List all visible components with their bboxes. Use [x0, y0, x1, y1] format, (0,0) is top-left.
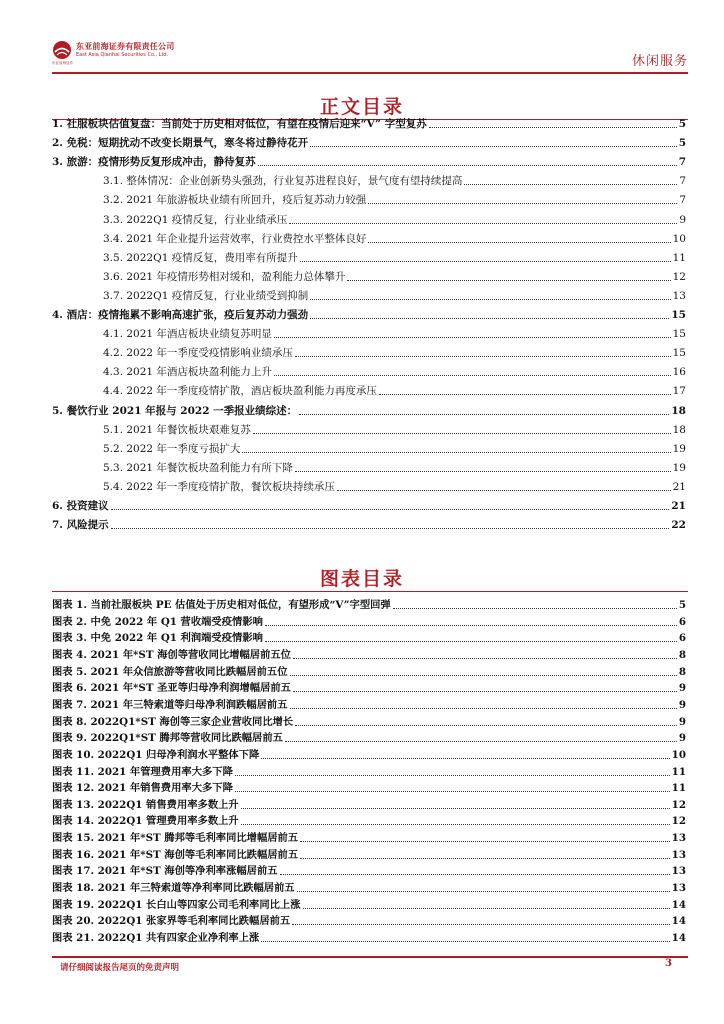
toc-entry-page: 7	[679, 194, 686, 207]
toc-entry-label: 5.4. 2022 年一季度疫情扩散，餐饮板块持续承压	[103, 480, 335, 493]
figure-leader-dots	[297, 891, 670, 892]
figure-entry-page: 8	[678, 648, 686, 661]
toc-leader-dots	[368, 242, 670, 243]
toc-entry[interactable]	[52, 113, 686, 132]
sector-label: 休闲服务	[631, 54, 688, 69]
figure-entry-page: 11	[671, 782, 686, 795]
toc-entry[interactable]	[52, 304, 686, 323]
toc-title: 正文目录	[319, 96, 404, 118]
toc-entry-page: 7	[679, 175, 686, 188]
logo-caption: 东亚前海证券	[52, 61, 73, 65]
toc-leader-dots	[289, 223, 677, 224]
figure-entry-label: 图表 12. 2021 年销售费用率大多下降	[52, 782, 233, 795]
toc-leader-dots	[300, 261, 671, 262]
toc-entry-page: 19	[672, 461, 686, 474]
toc-subentry[interactable]	[103, 419, 686, 438]
toc-leader-dots	[111, 528, 670, 529]
toc-leader-dots	[464, 184, 677, 185]
toc-entry[interactable]	[52, 400, 686, 419]
toc-entry-page: 9	[679, 213, 686, 226]
figure-entry-page: 6	[678, 615, 686, 628]
figure-entry-page: 13	[671, 865, 686, 878]
figure-leader-dots	[285, 741, 677, 742]
toc-entry-label: 5.2. 2022 年一季度亏损扩大	[103, 442, 241, 455]
figure-leader-dots	[393, 608, 677, 609]
figure-leader-dots	[293, 691, 677, 692]
figure-entry-page: 11	[671, 765, 686, 778]
figure-entry-label: 图表 16. 2021 年*ST 海创等毛利率同比跌幅居前五	[52, 848, 299, 861]
figure-entry-label: 图表 7. 2021 年三特索道等归母净利润跌幅居前五	[52, 698, 288, 711]
figure-entry-label: 图表 13. 2022Q1 销售费用率多数上升	[52, 798, 239, 811]
figure-entry-label: 图表 10. 2022Q1 归母净利润水平整体下降	[52, 748, 260, 761]
figure-leader-dots	[300, 841, 670, 842]
figure-entry-label: 图表 4. 2021 年*ST 海创等营收同比增幅居前五位	[52, 648, 291, 661]
footer-divider	[52, 956, 688, 958]
toc-leader-dots	[258, 165, 677, 166]
toc-leader-dots	[379, 394, 671, 395]
toc-entry-page: 5	[678, 137, 686, 150]
figure-entry-label: 图表 15. 2021 年*ST 腾邦等毛利率同比增幅居前五	[52, 832, 299, 845]
figure-leader-dots	[292, 924, 669, 925]
toc-entry-label: 5. 餐饮行业 2021 年报与 2022 一季报业绩综述：	[52, 404, 298, 417]
toc-entry-page: 15	[671, 309, 686, 321]
figure-leader-dots	[265, 625, 677, 626]
toc-subentry[interactable]	[103, 285, 686, 304]
company-logo	[52, 38, 232, 68]
toc-subentry[interactable]	[103, 228, 686, 247]
toc-subentry[interactable]	[103, 380, 686, 399]
toc-entry-label: 7. 风险提示	[52, 519, 109, 532]
figure-entry-label: 图表 19. 2022Q1 长白山等四家公司毛利率同比上涨	[52, 898, 301, 911]
figure-entry-page: 12	[671, 815, 686, 828]
toc-entry-page: 15	[672, 328, 686, 341]
toc-entry-label: 3.1. 整体情况：企业创新势头强劲，行业复苏进程良好，景气度有望持续提高	[103, 175, 463, 188]
figure-entry-page: 14	[671, 932, 686, 944]
figure-entry-page: 8	[678, 665, 686, 678]
toc-entry-label: 3.2. 2021 年旅游板块业绩有所回升，疫后复苏动力较强	[103, 194, 367, 207]
figure-entry-page: 14	[671, 915, 686, 928]
figure-leader-dots	[280, 874, 670, 875]
toc-entry-label: 3.4. 2021 年企业提升运营效率，行业费控水平整体良好	[103, 232, 367, 245]
company-name-cn: 东亚前海证券有限责任公司	[76, 42, 175, 51]
toc-leader-dots	[295, 356, 671, 357]
figure-entry-label: 图表 17. 2021 年*ST 海创等净利率涨幅居前五	[52, 865, 278, 878]
company-logo-icon	[52, 40, 72, 60]
toc-leader-dots	[310, 318, 669, 319]
toc-entry-label: 3.5. 2022Q1 疫情反复，费用率有所提升	[103, 251, 298, 264]
toc-leader-dots	[299, 414, 669, 415]
figure-leader-dots	[290, 675, 677, 676]
toc-leader-dots	[253, 433, 671, 434]
toc-entry-page: 15	[672, 347, 686, 360]
figure-leader-dots	[303, 908, 670, 909]
toc-entry-page: 7	[678, 156, 686, 169]
toc-entry[interactable]	[52, 495, 686, 514]
figure-entry-page: 9	[678, 732, 686, 745]
toc-entry-label: 6. 投资建议	[52, 500, 109, 512]
toc-leader-dots	[242, 452, 670, 453]
figure-entry-label: 图表 20. 2022Q1 张家界等毛利率同比跌幅居前五	[52, 915, 291, 928]
figure-entry-label: 图表 18. 2021 年三特索道等净利率同比跌幅居前五	[52, 882, 295, 895]
figure-entry-label: 图表 9. 2022Q1*ST 腾邦等营收同比跌幅居前五	[52, 732, 283, 745]
toc-leader-dots	[429, 127, 677, 128]
toc-entry-page: 16	[672, 366, 686, 379]
toc-subentry[interactable]	[103, 189, 686, 208]
figure-leader-dots	[290, 708, 677, 709]
figure-entry-page: 10	[671, 748, 686, 761]
figure-leader-dots	[235, 775, 670, 776]
figure-entry-label: 图表 5. 2021 年众信旅游等营收同比跌幅居前五位	[52, 665, 288, 678]
figure-entry-page: 14	[671, 898, 686, 911]
toc-entry-page: 21	[672, 480, 686, 493]
figure-entry-page: 9	[678, 715, 686, 728]
toc-subentry[interactable]	[103, 342, 686, 361]
figure-entry-page: 9	[678, 698, 686, 711]
figure-leader-dots	[300, 858, 670, 859]
figure-entry-page: 9	[678, 682, 686, 695]
toc-entry-label: 4.2. 2022 年一季度受疫情影响业绩承压	[103, 347, 293, 360]
toc-entry-label: 3.7. 2022Q1 疫情反复，行业业绩受到抑制	[103, 289, 309, 302]
toc-entry-page: 21	[671, 500, 686, 512]
toc-subentry[interactable]	[103, 457, 686, 476]
toc-entry-label: 3.6. 2021 年疫情形势相对缓和，盈利能力总体攀升	[103, 270, 346, 283]
figures-title-divider	[52, 591, 688, 592]
figure-entry-page: 5	[678, 599, 686, 611]
toc-entry-label: 4.1. 2021 年酒店板块业绩复苏明显	[103, 328, 272, 341]
toc-entry-label: 2. 免税：短期扰动不改变长期景气，寒冬将过静待花开	[52, 137, 309, 150]
toc-entry-label: 4. 酒店：疫情拖累不影响高速扩张，疫后复苏动力强劲	[52, 309, 309, 321]
toc-entry-page: 17	[672, 385, 686, 398]
toc-entry-label: 5.1. 2021 年餐饮板块艰难复苏	[103, 423, 251, 436]
figure-leader-dots	[241, 824, 670, 825]
figure-leader-dots	[293, 658, 677, 659]
page-number: 3	[665, 958, 672, 969]
toc-entry-label: 3.3. 2022Q1 疫情反复，行业业绩承压	[103, 213, 288, 226]
figure-entry-label: 图表 2. 中免 2022 年 Q1 营收端受疫情影响	[52, 615, 263, 628]
toc-entry-page: 18	[671, 404, 686, 417]
toc-leader-dots	[274, 337, 671, 338]
toc-entry-page: 22	[671, 519, 686, 532]
figure-entry-label: 图表 14. 2022Q1 管理费用率多数上升	[52, 815, 239, 828]
toc-entry[interactable]	[52, 151, 686, 170]
figure-entry-label: 图表 6. 2021 年*ST 圣亚等归母净利润增幅居前五	[52, 682, 291, 695]
toc-leader-dots	[310, 299, 670, 300]
figure-leader-dots	[235, 791, 670, 792]
toc-entry-page: 18	[672, 423, 686, 436]
figures-title: 图表目录	[319, 568, 404, 590]
figure-entry-page: 13	[671, 882, 686, 895]
toc-leader-dots	[337, 490, 671, 491]
figure-leader-dots	[265, 641, 677, 642]
toc-leader-dots	[295, 471, 671, 472]
toc-subentry[interactable]	[103, 209, 686, 228]
toc-entry-label: 5.3. 2021 年餐饮板块盈利能力有所下降	[103, 461, 293, 474]
toc-entry-page: 12	[672, 270, 686, 283]
toc-entry-label: 1. 社服板块估值复盘：当前处于历史相对低位，有望在疫情后迎来“V” 字型复苏	[52, 118, 427, 130]
company-name-en: East Asia Qianhai Securities Co., Ltd.	[76, 52, 169, 58]
toc-leader-dots	[368, 203, 677, 204]
toc-entry-page: 5	[678, 118, 686, 130]
toc-subentry[interactable]	[103, 247, 686, 266]
toc-entry-page: 19	[672, 442, 686, 455]
header-divider	[52, 72, 688, 74]
figure-entry-label: 图表 11. 2021 年管理费用率大多下降	[52, 765, 233, 778]
figure-entry-label: 图表 8. 2022Q1*ST 海创等三家企业营收同比增长	[52, 715, 294, 728]
toc-subentry[interactable]	[103, 438, 686, 457]
toc-leader-dots	[111, 509, 670, 510]
figure-leader-dots	[261, 941, 669, 942]
figure-entry-label: 图表 3. 中免 2022 年 Q1 利润端受疫情影响	[52, 632, 263, 645]
figure-leader-dots	[241, 808, 670, 809]
figure-entry[interactable]	[52, 927, 686, 946]
figure-entry-page: 6	[678, 632, 686, 645]
footer-disclaimer: 请仔细阅读报告尾页的免责声明	[60, 963, 180, 973]
toc-leader-dots	[347, 280, 670, 281]
figure-entry-label: 图表 21. 2022Q1 共有四家企业净利率上涨	[52, 932, 260, 944]
toc-leader-dots	[274, 375, 671, 376]
toc-subentry[interactable]	[103, 361, 686, 380]
toc-subentry[interactable]	[103, 476, 686, 495]
figure-entry-page: 12	[671, 798, 686, 811]
figure-leader-dots	[261, 758, 669, 759]
toc-subentry[interactable]	[103, 323, 686, 342]
toc-entry[interactable]	[52, 514, 686, 533]
toc-entry-label: 4.4. 2022 年一季度疫情扩散，酒店板块盈利能力再度承压	[103, 385, 377, 398]
figure-entry-page: 13	[671, 832, 686, 845]
toc-entry-page: 13	[672, 289, 686, 302]
toc-entry-page: 11	[672, 251, 686, 264]
toc-subentry[interactable]	[103, 170, 686, 189]
toc-entry-page: 10	[672, 232, 686, 245]
toc-entry-label: 3. 旅游：疫情形势反复形成冲击，静待复苏	[52, 156, 256, 169]
figure-entry-page: 13	[671, 848, 686, 861]
toc-entry[interactable]	[52, 132, 686, 151]
toc-subentry[interactable]	[103, 266, 686, 285]
figure-entry-label: 图表 1. 当前社服板块 PE 估值处于历史相对低位，有望形成“V”字型回弹	[52, 599, 391, 611]
toc-leader-dots	[310, 146, 677, 147]
figure-leader-dots	[295, 725, 677, 726]
toc-entry-label: 4.3. 2021 年酒店板块盈利能力上升	[103, 366, 272, 379]
